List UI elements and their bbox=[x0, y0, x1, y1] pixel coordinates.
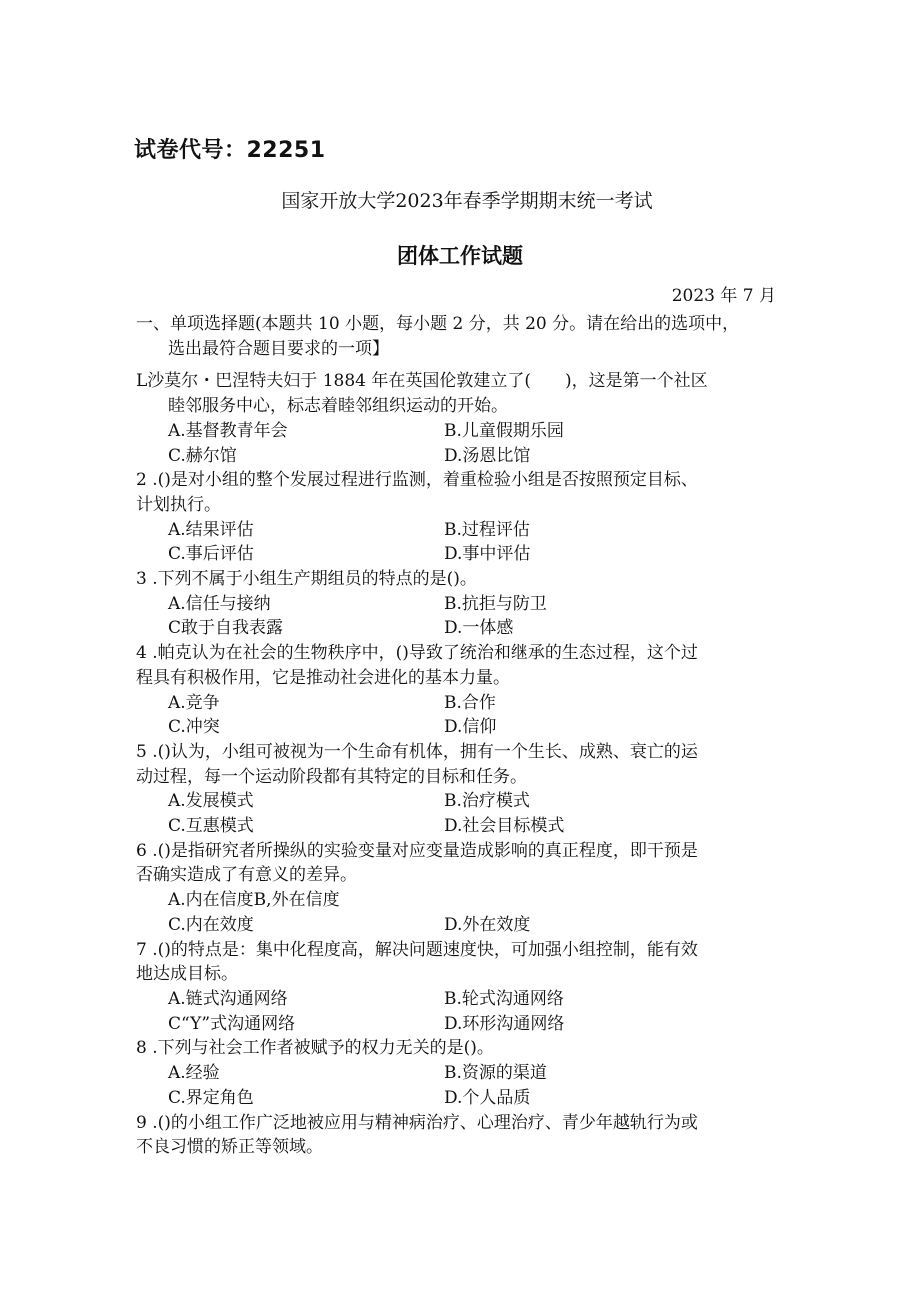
question-4-line1: 4 .帕克认为在社会的生物秩序中，()导致了统治和继承的生态过程，这个过 bbox=[136, 643, 698, 664]
option: C.赫尔馆 bbox=[168, 445, 237, 466]
question-3-line1: 3 .下列不属于小组生产期组员的特点的是()。 bbox=[136, 569, 477, 590]
option: B.过程评估 bbox=[444, 519, 530, 540]
exam-date: 2023 年 7 月 bbox=[671, 286, 776, 306]
question-5-line1: 5 .()认为，小组可被视为一个生命有机体，拥有一个生长、成熟、衰亡的运 bbox=[136, 741, 698, 762]
question-7-line2: 地达成目标。 bbox=[136, 964, 238, 985]
option: A.链式沟通网络 bbox=[168, 988, 288, 1009]
section-heading-line1: 一、单项选择题(本题共 10 小题，每小题 2 分，共 20 分。请在给出的选项中， bbox=[136, 314, 740, 334]
question-9-line2: 不良习惯的矫正等领域。 bbox=[136, 1137, 323, 1158]
question-7-options-row1 bbox=[136, 987, 796, 1012]
option: D.外在效度 bbox=[444, 914, 531, 935]
option: C.内在效度 bbox=[168, 914, 254, 935]
option: C.界定角色 bbox=[168, 1087, 254, 1108]
question-2-options-row2 bbox=[136, 542, 796, 567]
exam-title: 国家开放大学2023年春季学期期末统一考试 bbox=[281, 190, 653, 212]
option: D.环形沟通网络 bbox=[444, 1013, 565, 1034]
option: D.汤恩比馆 bbox=[444, 445, 531, 466]
option: B.轮式沟通网络 bbox=[444, 988, 564, 1009]
question-1-options-row1 bbox=[136, 419, 796, 444]
question-1-line1: L沙莫尔・巴涅特夫妇于 1884 年在英国伦敦建立了( )，这是第一个社区 bbox=[136, 371, 708, 392]
question-2-line2: 计划执行。 bbox=[136, 494, 221, 515]
question-4-line2: 程具有积极作用，它是推动社会进化的基本力量。 bbox=[136, 667, 510, 688]
question-3-options-row2 bbox=[136, 616, 796, 641]
question-2-line1: 2 .()是对小组的整个发展过程进行监测，着重检验小组是否按照预定目标、 bbox=[136, 470, 698, 491]
option: D.信仰 bbox=[444, 717, 497, 738]
question-4-options-row1 bbox=[136, 691, 796, 716]
option: D.社会目标模式 bbox=[444, 816, 565, 837]
option: B.儿童假期乐园 bbox=[444, 420, 564, 441]
question-9-line1: 9 .()的小组工作广泛地被应用与精神病治疗、心理治疗、青少年越轨行为或 bbox=[136, 1112, 698, 1133]
section-heading-line2: 选出最符合题目要求的一项】 bbox=[168, 338, 389, 359]
question-3-options-row1 bbox=[136, 592, 796, 617]
question-2-options-row1 bbox=[136, 518, 796, 543]
spacer bbox=[136, 361, 796, 369]
question-7-options-row2 bbox=[136, 1012, 796, 1037]
question-7-line1: 7 .()的特点是：集中化程度高，解决问题速度快，可加强小组控制，能有效 bbox=[136, 939, 698, 960]
option: D.事中评估 bbox=[444, 544, 531, 565]
question-1-options-row2 bbox=[136, 444, 796, 469]
question-4-options-row2 bbox=[136, 715, 796, 740]
option: C敢于自我表露 bbox=[168, 618, 284, 639]
option: B.合作 bbox=[444, 692, 496, 713]
option: C“Y”式沟通网络 bbox=[168, 1013, 296, 1034]
option: A.内在信度B,外在信度 bbox=[168, 890, 340, 911]
option: A.竞争 bbox=[168, 692, 220, 713]
option: B.抗拒与防卫 bbox=[444, 593, 547, 614]
option: B.治疗模式 bbox=[444, 791, 530, 812]
option: D.个人品质 bbox=[444, 1087, 531, 1108]
question-5-options-row2 bbox=[136, 814, 796, 839]
option: A.基督教青年会 bbox=[168, 420, 288, 441]
paper-code: 试卷代号：22251 bbox=[134, 138, 326, 163]
question-6-options-row1 bbox=[136, 888, 796, 913]
option: D.一体感 bbox=[444, 618, 514, 639]
option: A.结果评估 bbox=[168, 519, 254, 540]
option: A.经验 bbox=[168, 1063, 220, 1084]
question-5-options-row1 bbox=[136, 789, 796, 814]
question-8-line1: 8 .下列与社会工作者被赋予的权力无关的是()。 bbox=[136, 1038, 494, 1059]
question-6-line1: 6 .()是指研究者所操纵的实验变量对应变量造成影响的真正程度，即干预是 bbox=[136, 840, 698, 861]
exam-body bbox=[136, 312, 796, 1160]
option: A.信任与接纳 bbox=[168, 593, 271, 614]
subject-title: 团体工作试题 bbox=[397, 244, 523, 268]
question-8-options-row1 bbox=[136, 1061, 796, 1086]
option: B.资源的渠道 bbox=[444, 1063, 547, 1084]
option: C.互惠模式 bbox=[168, 816, 254, 837]
question-6-line2: 否确实造成了有意义的差异。 bbox=[136, 865, 357, 886]
option: C.事后评估 bbox=[168, 544, 254, 565]
question-6-options-row2 bbox=[136, 913, 796, 938]
question-1-line2: 睦邻服务中心，标志着睦邻组织运动的开始。 bbox=[168, 396, 508, 417]
option: C.冲突 bbox=[168, 717, 220, 738]
question-8-options-row2 bbox=[136, 1086, 796, 1111]
option: A.发展模式 bbox=[168, 791, 254, 812]
question-5-line2: 动过程，每一个运动阶段都有其特定的目标和任务。 bbox=[136, 766, 527, 787]
